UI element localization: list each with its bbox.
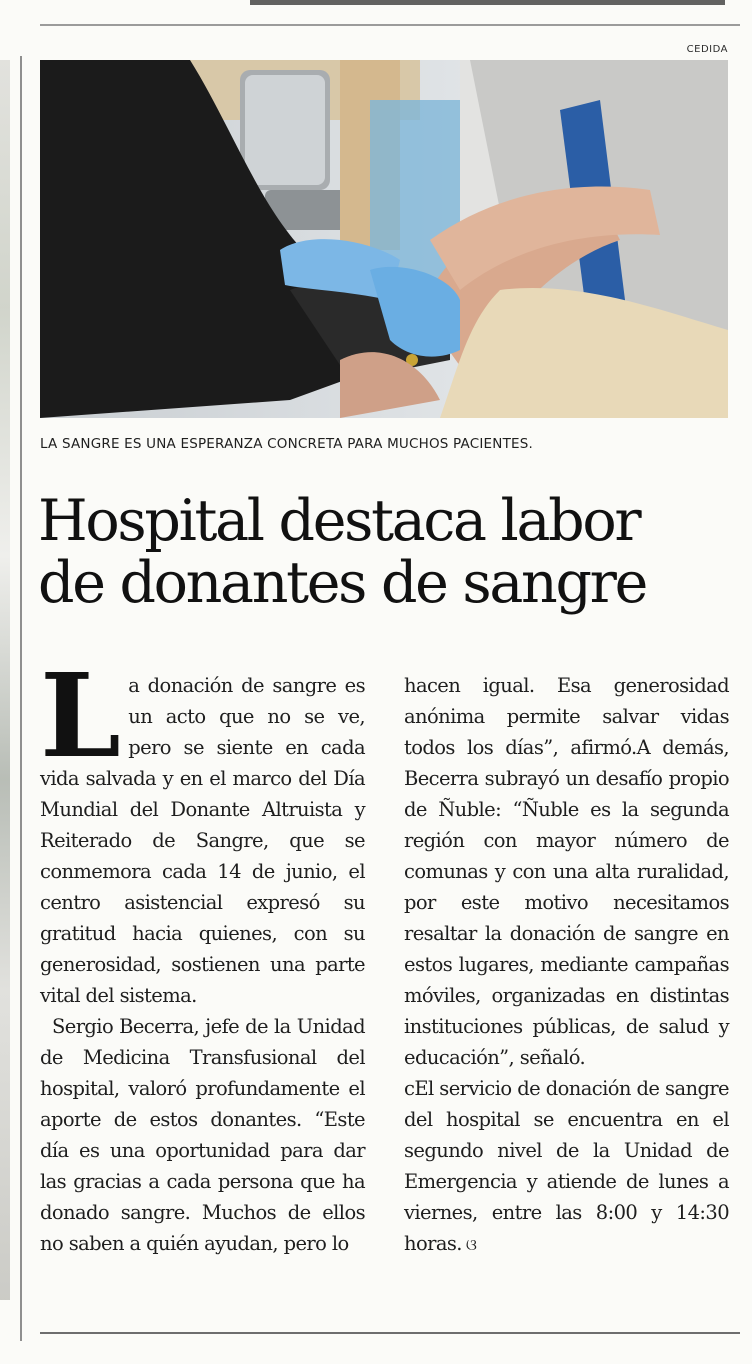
blood-donation-illustration	[40, 60, 728, 418]
paragraph-service-hours-text: cEl servicio de donación de sangre del hospital se encuentra en el segundo nivel de la Unidad de Emergencia y atiende de lunes a viernes, entre las 8:00 y 14:30 horas.	[404, 1077, 729, 1255]
previous-article-remnant	[250, 0, 725, 5]
top-rule	[40, 24, 740, 26]
column-rule	[20, 56, 22, 1341]
headline	[38, 490, 738, 614]
end-of-article-mark: ଓ	[465, 1235, 477, 1254]
article-column-1	[40, 649, 365, 1259]
bottom-rule	[40, 1332, 740, 1334]
paragraph-service-hours	[404, 1073, 729, 1260]
paragraph-intro	[40, 649, 365, 1011]
drop-cap: L	[40, 649, 121, 784]
photo-caption: LA SANGRE ES UNA ESPERANZA CONCRETA PARA MUCHOS PACIENTES.	[40, 436, 534, 452]
adjacent-page-strip	[0, 60, 10, 1300]
paragraph-becerra: Sergio Becerra, jefe de la Unidad de Medicina Transfusional del hospital, valoró profundamente el aporte de estos donantes. “Este día es una oportunidad para dar las gracias a cada persona que ha donado sangre. Muchos de ellos no saben a quién ayudan, pero lo	[40, 1015, 365, 1255]
paragraph-continuation: hacen igual. Esa generosidad anónima permite salvar vidas todos los días”, afirmó.A demás, Becerra subrayó un desafío propio de Ñuble: “Ñuble es la segunda región con mayor número de comunas y con una alta ruralidad, por este motivo necesitamos resaltar la donación de sangre en estos lugares, mediante campañas móviles, organizadas en distintas instituciones públicas, de salud y educación”, señaló.	[404, 674, 729, 1069]
photo-credit: CEDIDA	[686, 44, 728, 55]
headline-line-1: Hospital destaca labor	[38, 488, 640, 554]
paragraph-intro-text: a donación de sangre es un acto que no se ve, pero se siente en cada vida salvada y en el marco del Día Mundial del Donante Altruista y Reiterado de Sangre, que se conmemora cada 14 de junio, el centro asistencial expresó su gratitud hacia quienes, con su generosidad, sostienen una parte vital del sistema.	[40, 674, 365, 1007]
headline-line-2: de donantes de sangre	[38, 550, 647, 616]
article-column-2	[404, 670, 729, 1260]
article-photo	[40, 60, 728, 418]
